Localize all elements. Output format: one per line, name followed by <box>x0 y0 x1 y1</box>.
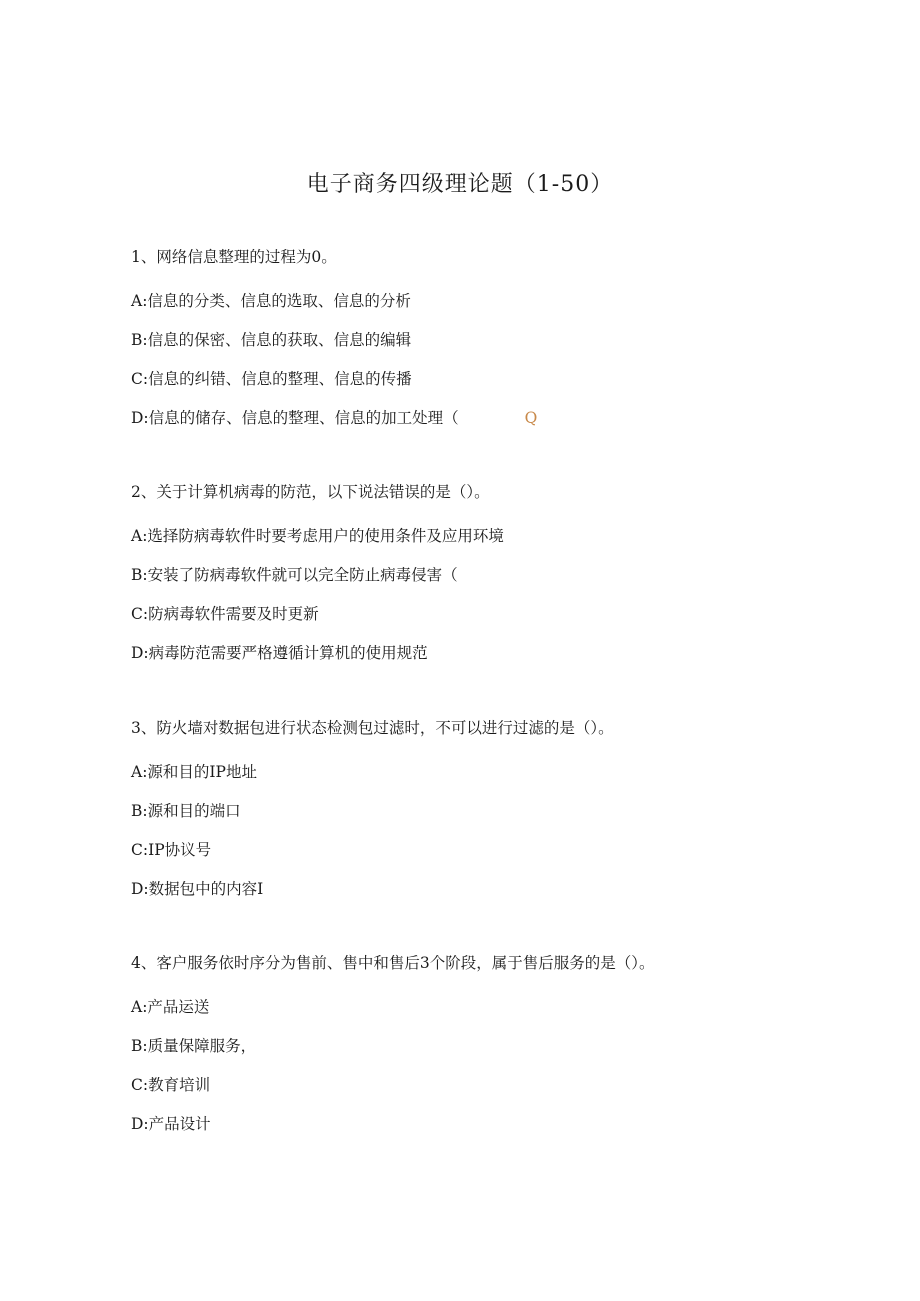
option-c: C:信息的纠错、信息的整理、信息的传播 <box>131 370 412 388</box>
question-stem: 1、网络信息整理的过程为0。 <box>131 248 337 266</box>
option-d-text: D:信息的储存、信息的整理、信息的加工处理（ <box>131 409 459 427</box>
option-a: A:信息的分类、信息的选取、信息的分析 <box>131 292 411 310</box>
option-b: B:质量保障服务， <box>131 1037 257 1055</box>
page-title: 电子商务四级理论题（1-50） <box>306 172 614 197</box>
option-a: A:选择防病毒软件时要考虑用户的使用条件及应用环境 <box>131 527 504 545</box>
question-stem: 4、客户服务依时序分为售前、售中和售后3个阶段，属于售后服务的是（）。 <box>131 954 655 972</box>
option-d: D:数据包中的内容I <box>131 880 264 898</box>
question-stem: 3、防火墙对数据包进行状态检测包过滤时，不可以进行过滤的是（）。 <box>131 719 614 737</box>
stray-mark: Q <box>524 409 538 427</box>
option-a: A:源和目的IP地址 <box>131 763 257 781</box>
option-c: C:防病毒软件需要及时更新 <box>131 605 319 623</box>
option-d <box>131 407 851 429</box>
question-4 <box>131 952 851 1135</box>
question-3 <box>131 717 851 900</box>
question-stem: 2、关于计算机病毒的防范，以下说法错误的是（）。 <box>131 483 490 501</box>
option-a: A:产品运送 <box>131 998 210 1016</box>
option-b: B:信息的保密、信息的获取、信息的编辑 <box>131 331 412 349</box>
question-1 <box>131 246 851 429</box>
option-b: B:安装了防病毒软件就可以完全防止病毒侵害（ <box>131 566 458 584</box>
option-b: B:源和目的端口 <box>131 802 241 820</box>
option-c: C:教育培训 <box>131 1076 211 1094</box>
option-c: C:IP协议号 <box>131 841 212 859</box>
option-d: D:产品设计 <box>131 1115 211 1133</box>
option-d: D:病毒防范需要严格遵循计算机的使用规范 <box>131 644 428 662</box>
question-2 <box>131 481 851 664</box>
